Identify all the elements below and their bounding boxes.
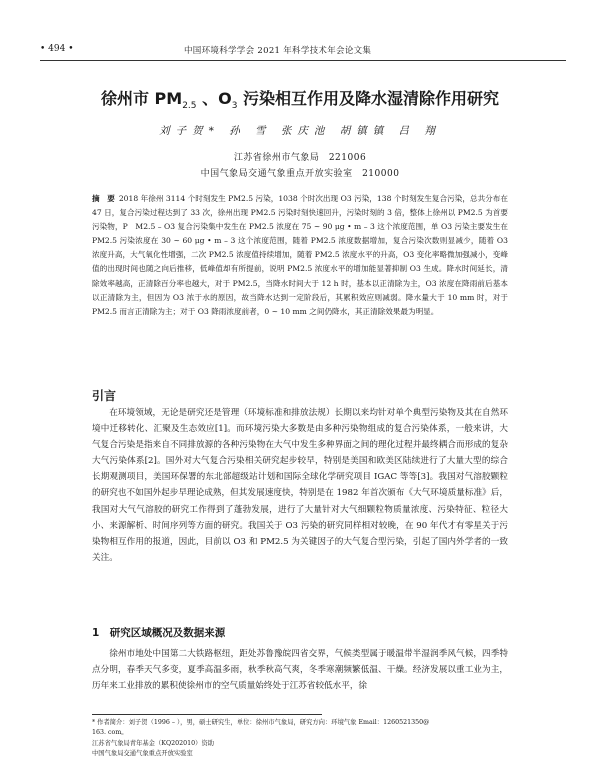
section-heading-intro: 引言 (92, 389, 117, 403)
abstract-label: 摘 要 (92, 194, 115, 203)
running-header: 中国环境科学学会 2021 年科学技术年会论文集 (184, 46, 372, 56)
footnote-divider (92, 714, 322, 715)
footnote-line: 江苏省气象局青年基金（KQ202010）资助 (92, 739, 215, 747)
footnotes (92, 718, 508, 759)
paper-title: 徐州市 $PM_{2.5}$ 、$O_3$ 污染相互作用及降水湿清除作用研究 (100, 89, 500, 112)
abstract-text: 2018 年徐州 3114 个时刻发生 PM2.5 污染，1038 个时次出现 O3 污染，138 个时刻发生复合污染，总共分布在 47 日，复合污染过程达到了 33 次，徐州出现 PM2.5 污染时刻快速回升，污染时刻的 3 倍，整体上徐州以 PM2.5 为首要污染物，P M2.5 – O3 复合污染集中发生在 PM2.5 浓度在 75 ~ 90 μg • m – 3 这个浓度范围，单 O3 污染主要发生在 PM2.5 污染浓度在 30 ~ 60 μg • m – 3 这个浓度范围，随着 PM2.5 浓度数据增加，复合污染次数则显减少，随着 O3 浓度升高，大气氧化性增强，二次 PM2.5 浓度值持续增加，随着 PM2.5 浓度水平的升高，O3 变化率略微加强减小，变峰值的出现时间也随之向后推移，低峰值却有所提前，说明 PM2.5 浓度水平的增加能显著抑制 O3 生成。降水时间延长，清除效率越高，正清除百分率也越大，对于 PM2.5，当降水时间大于 12 h 时，基本以正清除为主，O3 浓度在降雨前后基本以正清除为主，但因为 O3 浓于水的原因，故当降水达到一定阶段后，其累积效应则减弱。降水量大于 10 mm 时，对于 PM2.5 而言正清除为主；对于 O3 降雨浓度前者，0 ~ 10 mm 之间仍降水，其正清除效果最为明显。 (92, 194, 508, 316)
footnote-line: * 作者简介：刘子贺（1996 – ），男，硕士研究生，单位：徐州市气象局，研究方向：环境气象 Email：1260521350@ (92, 719, 430, 726)
affiliation: 江苏省徐州市气象局 221006 (233, 153, 367, 163)
page-number: • 494 • (40, 44, 74, 54)
header-divider (40, 60, 566, 61)
author-list: 刘子贺* 孙 雪 张庆池 胡镇镇 吕 翔 (159, 125, 441, 137)
footnote-line: 163. com。 (92, 729, 128, 737)
affiliation: 中国气象局交通气象重点开放实验室 210000 (200, 169, 400, 179)
footnote-line: 中国气象局交通气象重点开放实验室 (92, 749, 193, 757)
study-area-paragraph: 徐州市地处中国第二大铁路枢纽，距处苏鲁豫皖四省交界，气候类型属于暖温带半湿润季风气候，四季特点分明，春季天气多变，夏季高温多雨，秋季秋高气爽，冬季寒潮频繁低温、干燥。经济发展以重工业为主，历年来工业排放的累积使徐州市的空气质量始终处于江苏省较低水平，徐 (92, 649, 508, 692)
intro-paragraph: 在环境领域，无论是研究还是管理（环境标准和排放法规）长期以来均针对单个典型污染物及其在自然环境中迁移转化、汇聚及生态效应[1]。而环境污染大多数是由多种污染物组成的复合污染体系，一般来讲，大气复合污染是指来自不同排放源的各种污染物在大气中发生多种界面之间的理化过程并最终耦合而形成的复杂大气污染体系[2]。国外对大气复合污染相关研究起步较早，特别是美国和欧美区陆续进行了大量大型的综合长期观测项目，美国环保署的东北部超级站计划和国际全球化学研究项目 IGAC 等等[3]。我国对气溶胶颗粒的研究也不如国外起步早理论成熟，但其发展速度快，特别是在 1982 年首次颁布《大气环境质量标准》后，我国对大气气溶胶的研究工作得到了蓬勃发展，进行了大量针对大气细颗粒物质量浓度、污染特征、粒径大小、来源解析、时间序列等方面的研究。我国关于 O3 污染的研究同样相对较晚，在 90 年代才有零星关于污染物相互作用的报道，因此，目前以 O3 和 PM2.5 为关键因子的大气复合型污染，引起了国内外学者的一致关注。 (92, 408, 508, 563)
section-heading-study-area: 1 研究区域概况及数据来源 (92, 627, 226, 639)
abstract (92, 192, 508, 319)
